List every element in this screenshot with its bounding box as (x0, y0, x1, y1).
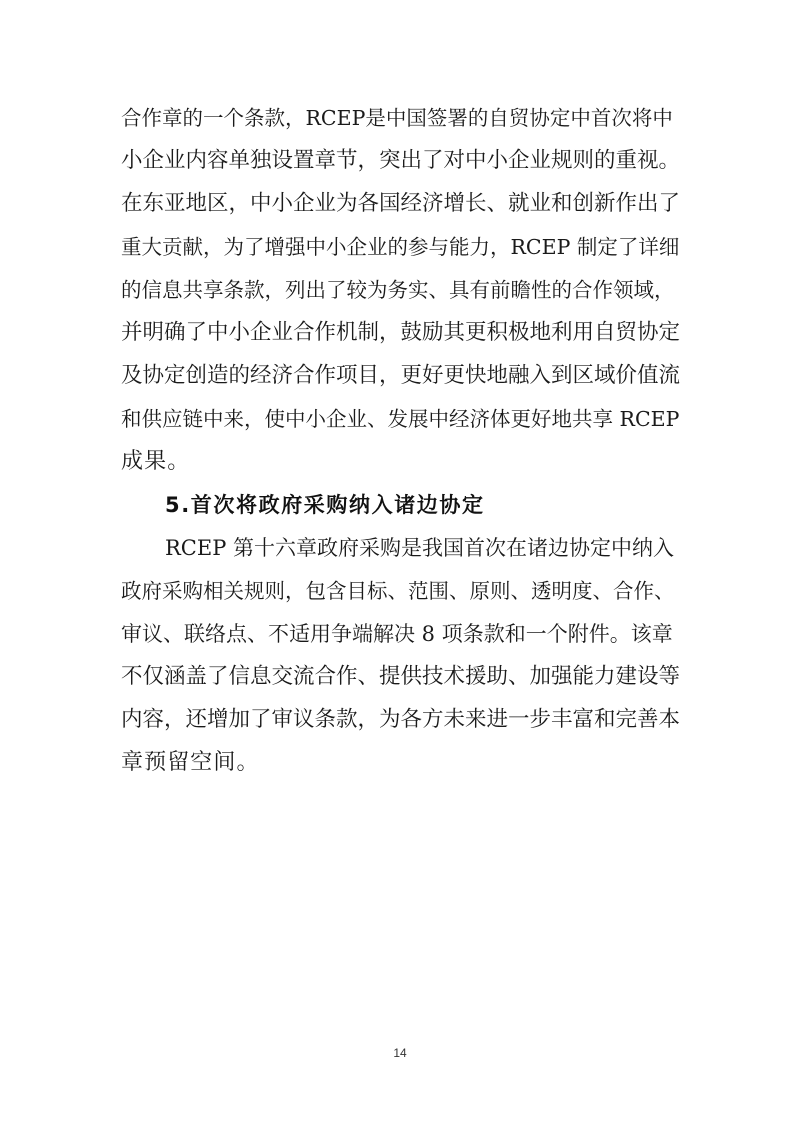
paragraph-line: 及协定创造的经济合作项目，更好更快地融入到区域价值流 (121, 363, 681, 388)
paragraph-line: 和供应链中来，使中小企业、发展中经济体更好地共享 RCEP (121, 407, 680, 431)
paragraph-line: RCEP 第十六章政府采购是我国首次在诸边协定中纳入 (165, 536, 675, 560)
paragraph-line: 内容，还增加了审议条款，为各方未来进一步丰富和完善本 (121, 707, 681, 732)
paragraph-line: 在东亚地区，中小企业为各国经济增长、就业和创新作出了 (121, 191, 681, 216)
paragraph-line: 不仅涵盖了信息交流合作、提供技术援助、加强能力建设等 (121, 664, 681, 689)
section-heading: 5.首次将政府采购纳入诸边协定 (165, 493, 485, 517)
paragraph-line: 成果。 (121, 449, 191, 474)
paragraph-line: 重大贡献，为了增强中小企业的参与能力，RCEP 制定了详细 (121, 235, 680, 259)
paragraph-line: 的信息共享条款，列出了较为务实、具有前瞻性的合作领域， (121, 278, 675, 302)
paragraph-line: 小企业内容单独设置章节，突出了对中小企业规则的重视。 (121, 148, 681, 173)
paragraph-line: 章预留空间。 (121, 750, 260, 775)
paragraph-line: 审议、联络点、不适用争端解决 8 项条款和一个附件。该章 (121, 622, 673, 646)
page-number: 14 (393, 1046, 407, 1060)
paragraph-line: 并明确了中小企业合作机制，鼓励其更积极地利用自贸协定 (121, 320, 681, 345)
paragraph-line: 合作章的一个条款，RCEP是中国签署的自贸协定中首次将中 (121, 106, 673, 130)
paragraph-line: 政府采购相关规则，包含目标、范围、原则、透明度、合作、 (121, 579, 675, 603)
